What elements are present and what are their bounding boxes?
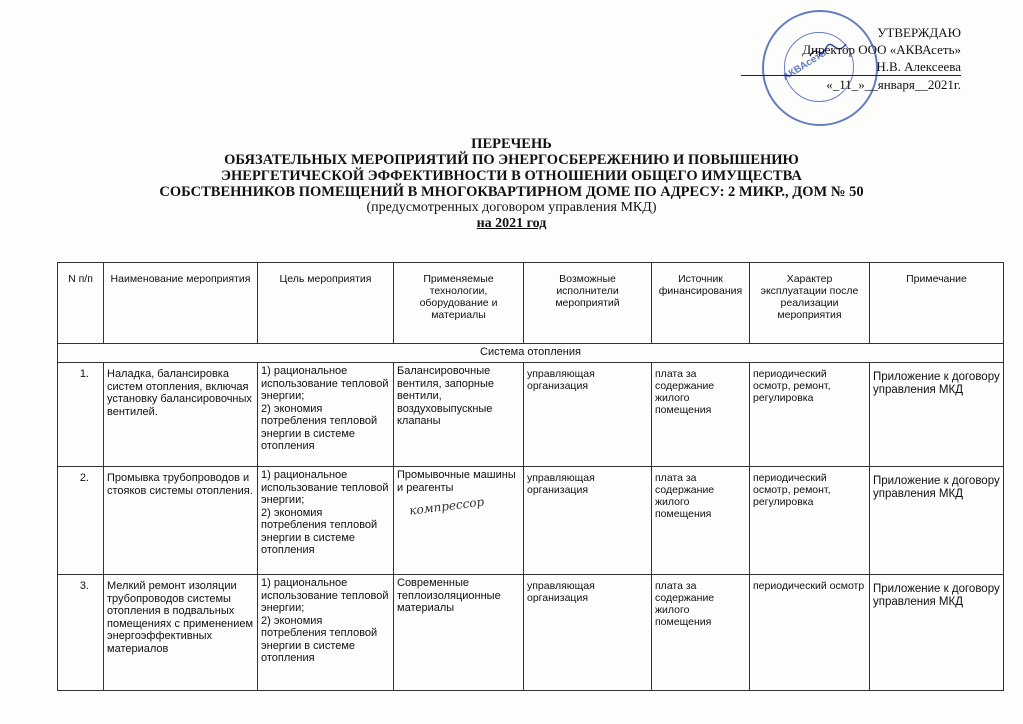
- row-number: 1.: [58, 363, 104, 467]
- measure-technology: [394, 467, 524, 575]
- table-header-row: [58, 263, 1004, 344]
- title-line-2: ОБЯЗАТЕЛЬНЫХ МЕРОПРИЯТИЙ ПО ЭНЕРГОСБЕРЕЖЕНИЮ И ПОВЫШЕНИЮ: [224, 152, 799, 168]
- approval-heading: УТВЕРЖДАЮ: [877, 25, 961, 40]
- approval-position: Директор ООО «АКВАсеть»: [802, 42, 961, 57]
- measure-note: Приложение к договору управления МКД: [870, 363, 1004, 467]
- measure-goal: 1) рациональное использование тепловой энергии; 2) экономия потребления тепловой энергии в системе отопления: [258, 575, 394, 691]
- measure-name: Мелкий ремонт изоляции трубопроводов системы отопления в подвальных помещениях с применением энергоэффективных материалов: [104, 575, 258, 691]
- measure-goal: 1) рациональное использование тепловой энергии; 2) экономия потребления тепловой энергии в системе отопления: [258, 467, 394, 575]
- table-row: [58, 467, 1004, 575]
- header-cell: Цель мероприятия: [258, 263, 394, 344]
- header-cell: Наименование мероприятия: [104, 263, 258, 344]
- handwritten-note: компрессор: [408, 494, 485, 518]
- header-cell: Примечание: [870, 263, 1004, 344]
- measure-goal: 1) рациональное использование тепловой энергии; 2) экономия потребления тепловой энергии в системе отопления: [258, 363, 394, 467]
- measure-name: Промывка трубопроводов и стояков системы отопления.: [104, 467, 258, 575]
- header-cell: Характер эксплуатации после реализации мероприятия: [750, 263, 870, 344]
- measure-operation: периодический осмотр, ремонт, регулировка: [750, 363, 870, 467]
- section-heading: Система отопления: [58, 344, 1004, 363]
- measures-table: [57, 262, 1004, 691]
- measure-name: Наладка, балансировка систем отопления, включая установку балансировочных вентилей.: [104, 363, 258, 467]
- measure-note: Приложение к договору управления МКД: [870, 467, 1004, 575]
- measure-executor: управляющая организация: [524, 467, 652, 575]
- measure-funding: плата за содержание жилого помещения: [652, 467, 750, 575]
- approval-date: «_11_»__января__2021г.: [826, 77, 961, 92]
- row-number: 3.: [58, 575, 104, 691]
- title-line-4: СОБСТВЕННИКОВ ПОМЕЩЕНИЙ В МНОГОКВАРТИРНОМ ДОМЕ ПО АДРЕСУ: 2 МИКР., ДОМ № 50: [159, 184, 864, 200]
- stamp-text: АКВАсеть: [780, 47, 829, 84]
- measure-funding: плата за содержание жилого помещения: [652, 575, 750, 691]
- approval-block: [741, 24, 961, 93]
- measure-operation: периодический осмотр: [750, 575, 870, 691]
- measure-technology: Балансировочные вентиля, запорные вентили, воздуховыпускные клапаны: [394, 363, 524, 467]
- measure-executor: управляющая организация: [524, 363, 652, 467]
- table-row: [58, 575, 1004, 691]
- measure-note: Приложение к договору управления МКД: [870, 575, 1004, 691]
- approval-name: Н.В. Алексеева: [741, 58, 961, 76]
- title-line-1: ПЕРЕЧЕНЬ: [471, 136, 552, 152]
- document-title: [0, 136, 1023, 232]
- header-cell: Источник финансирования: [652, 263, 750, 344]
- measure-funding: плата за содержание жилого помещения: [652, 363, 750, 467]
- row-number: 2.: [58, 467, 104, 575]
- title-year: на 2021 год: [476, 216, 547, 231]
- measure-operation: периодический осмотр, ремонт, регулировка: [750, 467, 870, 575]
- measure-technology-text: Промывочные машины и реагенты: [397, 469, 516, 494]
- section-row: [58, 344, 1004, 363]
- measure-executor: управляющая организация: [524, 575, 652, 691]
- title-line-3: ЭНЕРГЕТИЧЕСКОЙ ЭФФЕКТИВНОСТИ В ОТНОШЕНИИ ОБЩЕГО ИМУЩЕСТВА: [221, 168, 802, 184]
- table-row: [58, 363, 1004, 467]
- measure-technology: Современные теплоизоляционные материалы: [394, 575, 524, 691]
- header-cell: N п/п: [58, 263, 104, 344]
- header-cell: Возможные исполнители мероприятий: [524, 263, 652, 344]
- header-cell: Применяемые технологии, оборудование и материалы: [394, 263, 524, 344]
- title-subtitle: (предусмотренных договором управления МКД): [366, 200, 657, 215]
